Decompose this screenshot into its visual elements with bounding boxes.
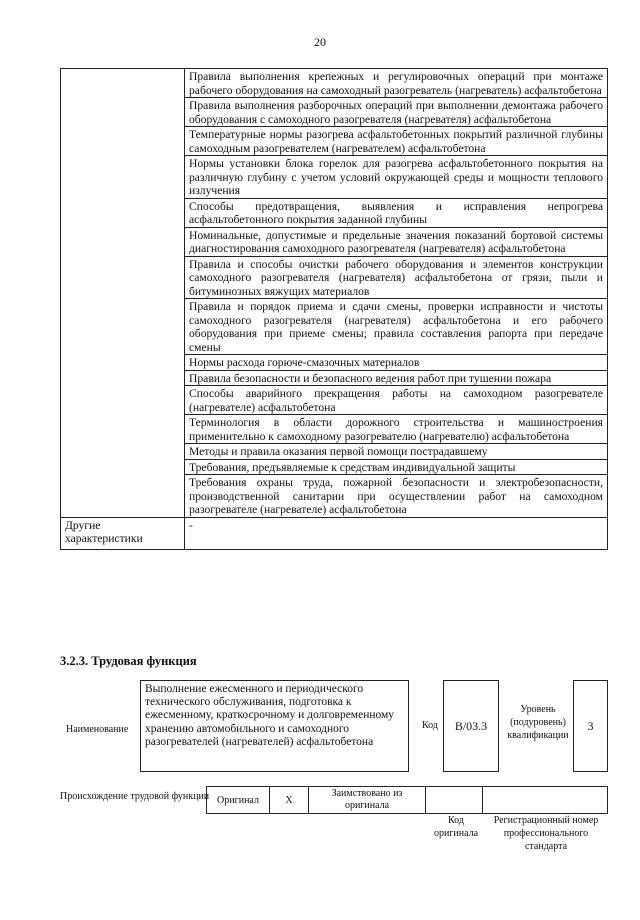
knowledge-item: Температурные нормы разогрева асфальтобетонных покрытий различной глубины самоходным разогревателем (нагревателем) асфальтобетона: [185, 127, 608, 156]
original-code-caption: Код оригинала: [433, 815, 479, 839]
knowledge-item: Требования охраны труда, пожарной безопасности и электробезопасности, производственной санитарии при осуществлении работ на самоходном разогревателе (нагревателе) асфальтобетона: [185, 475, 608, 518]
original-code-cell: [426, 787, 483, 814]
level-label: Уровень (подуровень) квалификации: [507, 704, 569, 741]
knowledge-item: Терминология в области дорожного строительства и машиностроения применительно к самоходному разогревателю (нагревателю) асфальтобетона: [185, 415, 608, 444]
registration-number-cell: [483, 787, 608, 814]
section-title: 3.2.3. Трудовая функция: [60, 654, 197, 668]
qualification-level: 3: [573, 680, 608, 772]
original-cell: Оригинал: [207, 787, 270, 814]
knowledge-item: Нормы установки блока горелок для разогрева асфальтобетонного покрытия на различную глубину с учетом условий окружающей среды и мощности теплового излучения: [185, 156, 608, 199]
origin-table: [206, 786, 608, 814]
knowledge-item: Нормы расхода горюче-смазочных материалов: [185, 355, 608, 371]
table-row: [61, 517, 608, 549]
name-label: Наименование: [66, 724, 129, 735]
knowledge-label-cell: [61, 69, 185, 518]
borrowed-cell: Заимствовано из оригинала: [309, 787, 426, 814]
table-row: [61, 69, 608, 98]
function-code: B/03.3: [443, 680, 499, 772]
knowledge-item: Способы аварийного прекращения работы на самоходном разогревателе (нагревателе) асфальтобетона: [185, 386, 608, 415]
knowledge-item: Способы предотвращения, выявления и исправления непрогрева асфальтобетонного покрытия заданной глубины: [185, 198, 608, 227]
original-mark: X: [270, 787, 309, 814]
code-label: Код: [422, 720, 438, 731]
knowledge-item: Номинальные, допустимые и предельные значения показаний бортовой системы диагностирования самоходного разогревателя (нагревателя) асфальтобетона: [185, 227, 608, 256]
knowledge-item: Правила выполнения разборочных операций при выполнении демонтажа рабочего оборудования с самоходного разогревателя (нагревателя) асфальтобетона: [185, 98, 608, 127]
knowledge-item: Правила и способы очистки рабочего оборудования и элементов конструкции самоходного разогревателя (нагревателя) асфальтобетона от грязи, пыли и битуминозных вяжущих материалов: [185, 256, 608, 299]
registration-number-caption: Регистрационный номер профессионального стандарта: [493, 815, 599, 852]
origin-label: Происхождение трудовой функции: [60, 791, 210, 802]
other-characteristics-value: -: [185, 517, 608, 549]
knowledge-item: Правила и порядок приема и сдачи смены, проверки исправности и чистоты самоходного разогревателя (нагревателя) асфальтобетона и его рабочего оборудования при приеме смены; правила составления рапорта при передаче смены: [185, 299, 608, 355]
knowledge-item: Правила выполнения крепежных и регулировочных операций при монтаже рабочего оборудования на самоходный разогреватель (нагреватель) асфальтобетона: [185, 69, 608, 98]
other-characteristics-label: Другие характеристики: [61, 517, 185, 549]
page-number: 20: [314, 35, 326, 49]
knowledge-table: [60, 68, 608, 550]
function-name: Выполнение ежесменного и периодического технического обслуживания, подготовка к ежесменному, краткосрочному и долговременному хранению автомобильного и самоходного разогревателей (нагревателей) асфальтобетона: [140, 680, 409, 772]
knowledge-item: Правила безопасности и безопасного ведения работ при тушении пожара: [185, 370, 608, 386]
knowledge-item: Требования, предъявляемые к средствам индивидуальной защиты: [185, 459, 608, 475]
knowledge-item: Методы и правила оказания первой помощи пострадавшему: [185, 444, 608, 460]
